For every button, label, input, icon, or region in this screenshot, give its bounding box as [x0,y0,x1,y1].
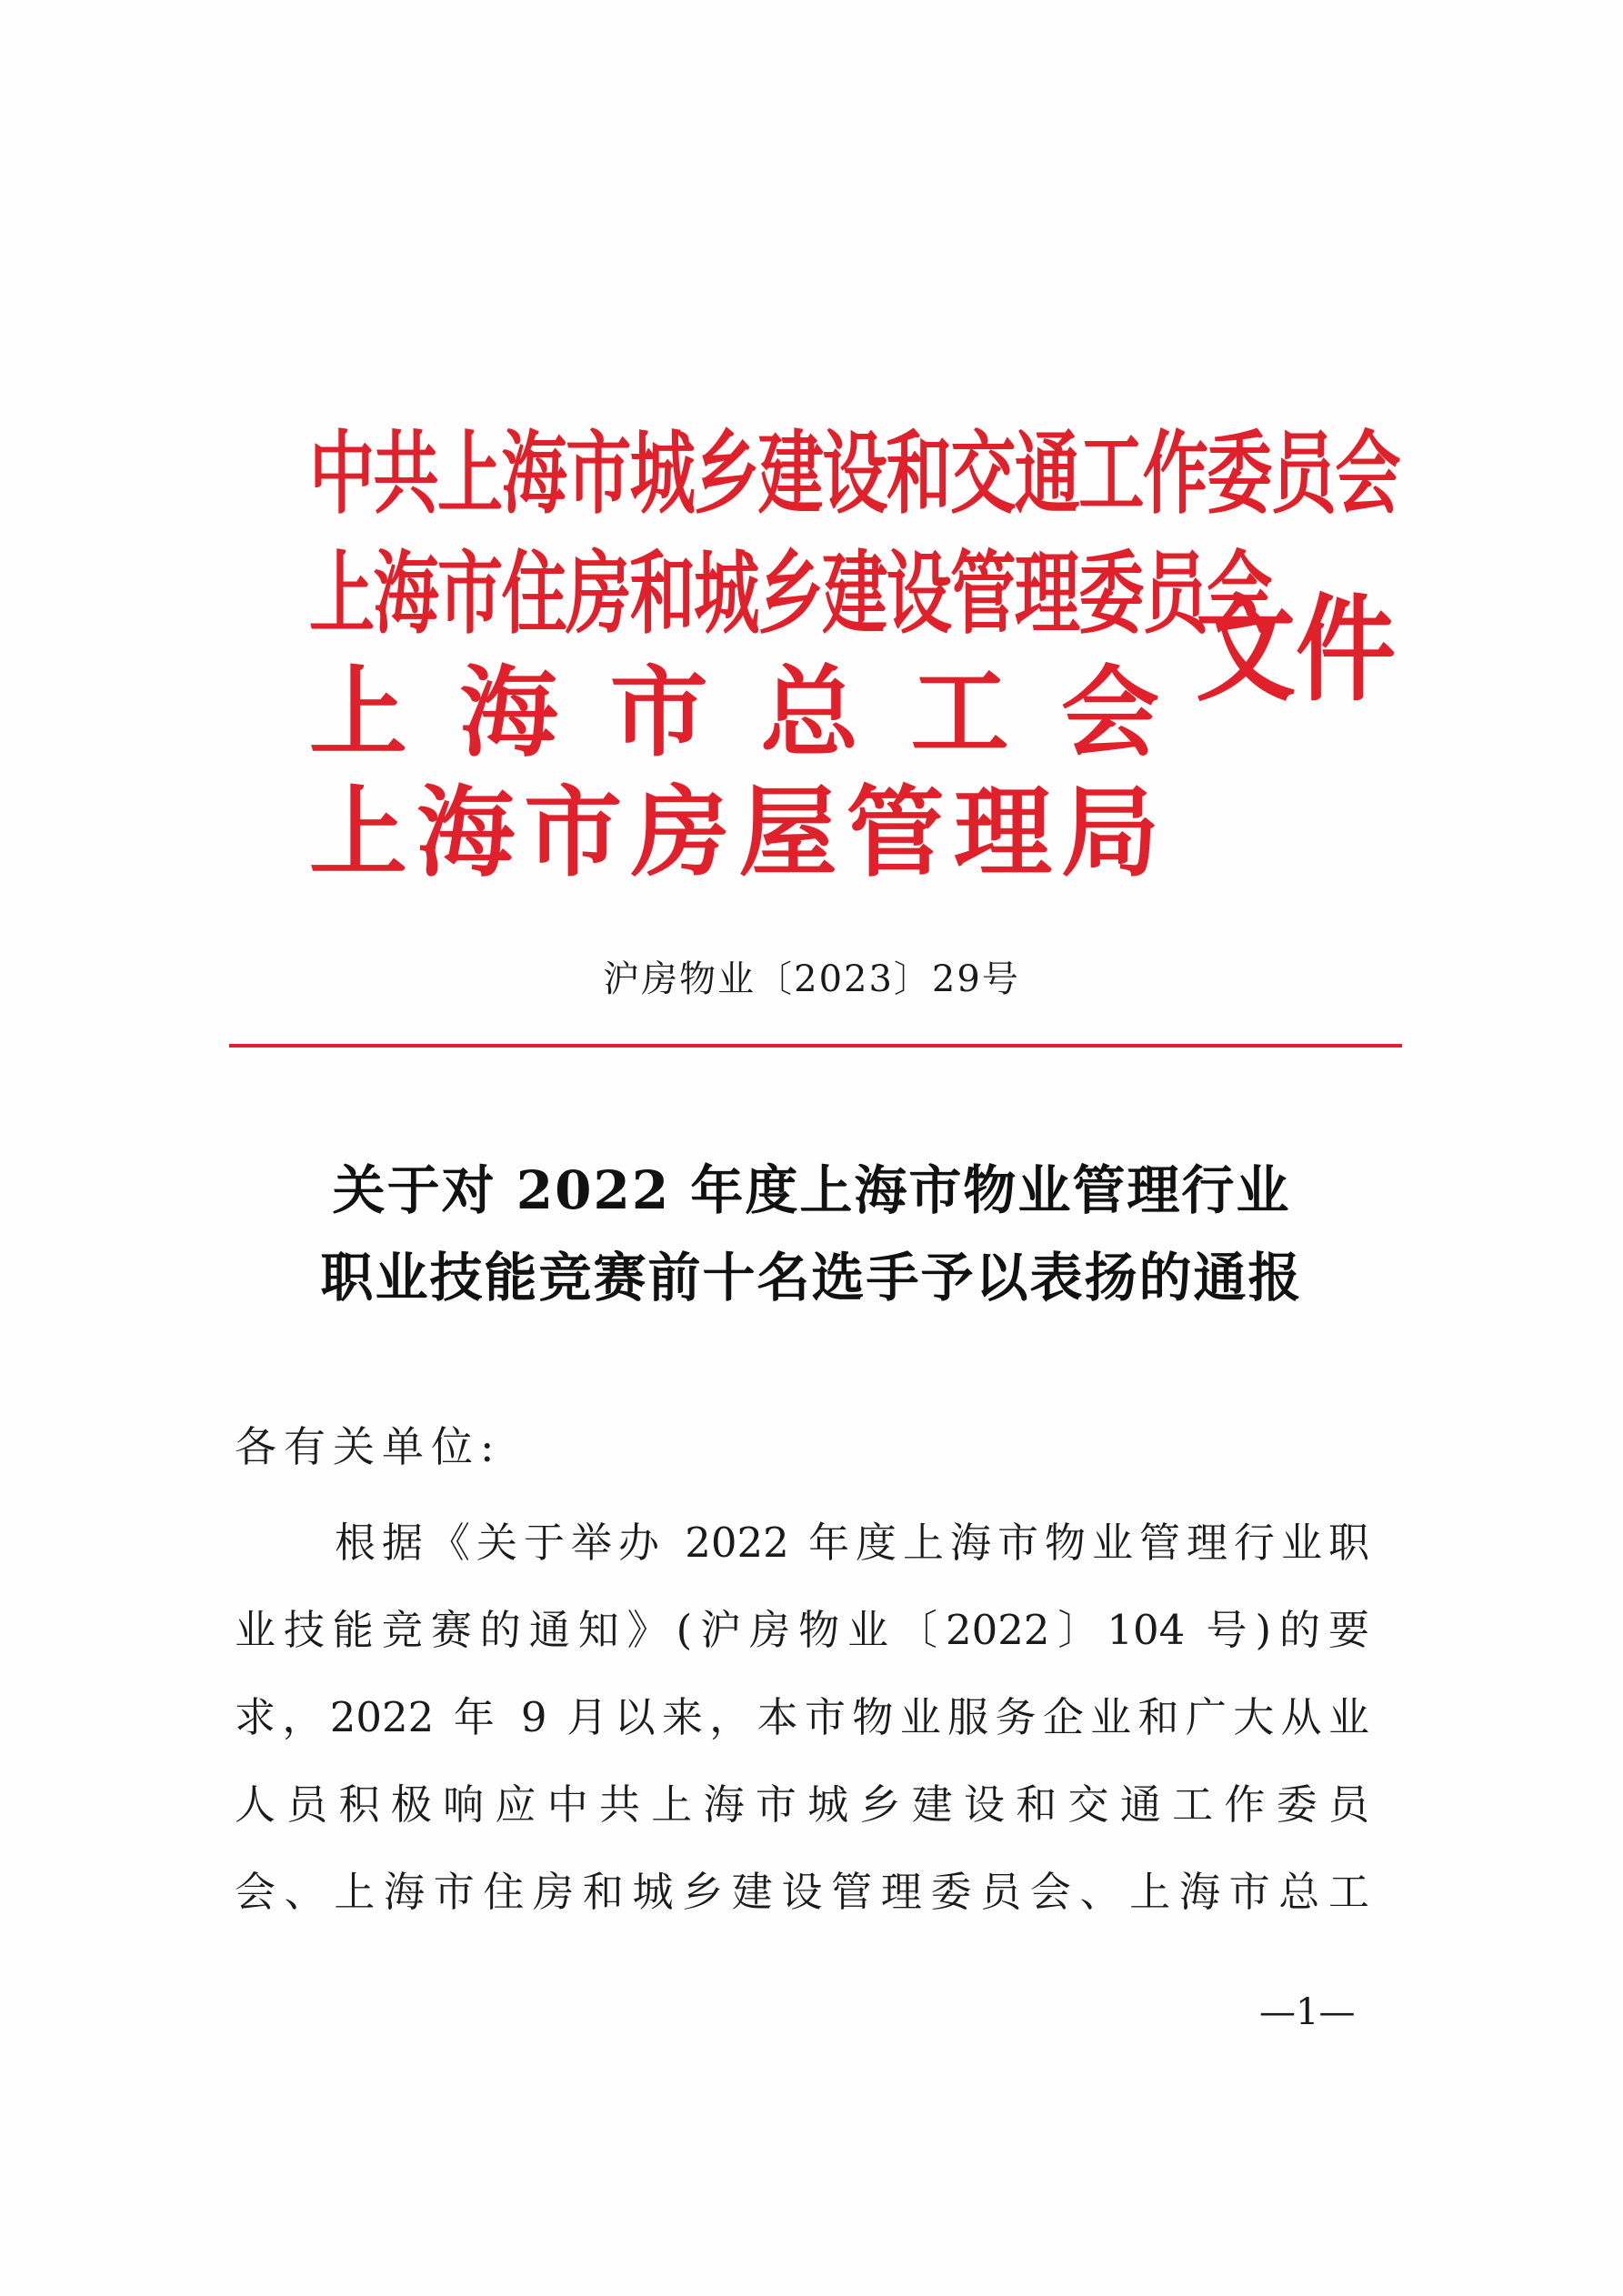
page-number: —1— [1259,1991,1356,2033]
issuer-char: 工 [910,657,1009,770]
issuer-char: 海 [459,657,558,770]
doc-type-label: 文件 [1196,583,1396,717]
body-line: 根据《关于举办 2022 年度上海市物业管理行业职 [335,1519,1369,1567]
red-divider [229,1044,1402,1048]
issuer-char: 上 [309,657,408,770]
issuer-char: 海 [416,777,516,890]
issuer-char: 市 [609,657,708,770]
issuer-char: 房 [631,777,730,890]
issuer-char: 屋 [738,777,837,890]
issuer-line-3 [309,654,1159,774]
issuer-char: 总 [760,657,859,770]
body-line: 求，2022 年 9 月以来，本市物业服务企业和广大从业 [235,1693,1369,1741]
document-title-line-2: 职业技能竞赛前十名选手予以表扬的通报 [320,1247,1303,1308]
document-number: 沪房物业〔2023〕29号 [603,958,1020,1000]
document-title-line-1: 关于对 2022 年度上海市物业管理行业 [332,1159,1291,1221]
salutation: 各有关单位: [235,1422,502,1471]
issuer-line-4 [309,774,1159,894]
body-line: 人员积极响应中共上海市城乡建设和交通工作委员 [235,1780,1369,1829]
issuer-char: 市 [524,777,623,890]
issuer-char: 管 [846,777,945,890]
issuer-line-1: 中共上海市城乡建设和交通工作委员会 [309,421,1399,526]
issuer-char: 上 [309,777,408,890]
body-line: 业技能竞赛的通知》(沪房物业〔2022〕104 号)的要 [235,1606,1369,1654]
issuer-char: 理 [953,777,1052,890]
issuer-char: 会 [1060,657,1159,770]
issuer-char: 局 [1060,777,1159,890]
body-line: 会、上海市住房和城乡建设管理委员会、上海市总工 [235,1868,1369,1916]
issuer-line-2: 上海市住房和城乡建设管理委员会 [309,541,1271,647]
